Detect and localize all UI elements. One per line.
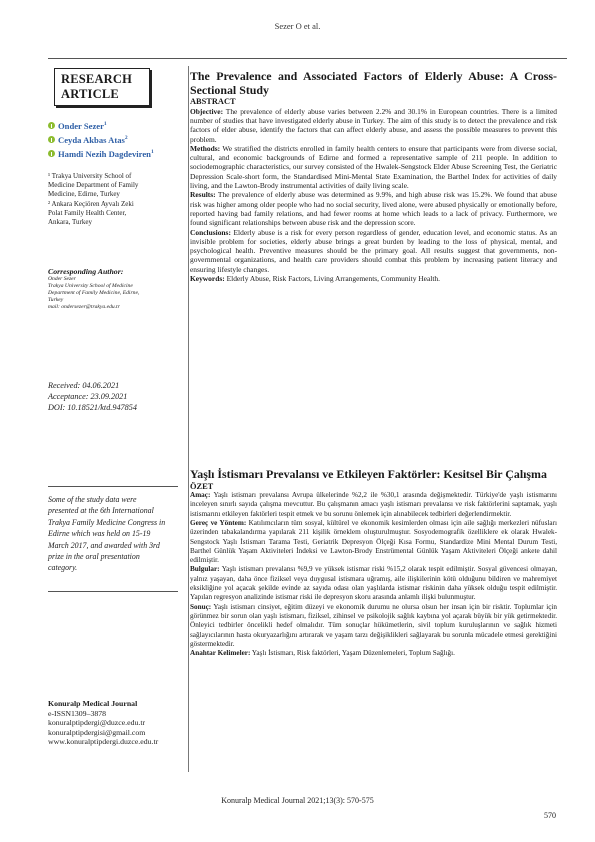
- abstract-keywords-tr: [190, 649, 557, 658]
- abstract-methods-tr: [190, 519, 557, 565]
- section-text: The prevalence of elderly abuse was determined as 9.9%, and high abuse risk was 15.2%. We found that abuse risk was higher among older people who had no social security, lived alone, were abused physically or emotionally before, reported having bad family relations, and had fewer rooms at home which leads to a lack of privacy. Furthermore, we found significant relationships between abuse risk and the depression score.: [190, 190, 557, 228]
- received-date: Received: 04.06.2021: [48, 381, 120, 390]
- section-label: Sonuç:: [190, 602, 212, 611]
- journal-issn: e-ISSN1309–3878: [48, 708, 107, 718]
- section-text: The prevalence of elderly abuse varies between 2.2% and 30.1% in European countries. There is a limited number of studies that have investigated elderly abuse in Turkey. The aim of this study is to detect the prevalence and risk factors of elder abuse, identify the factors that can affect elderly abuse, and assess the possible measures to prevent this problem.: [190, 106, 557, 144]
- article-type-badge: [54, 68, 150, 106]
- article-dates: [48, 381, 178, 413]
- abstract-conclusions: [190, 228, 557, 274]
- sidebar: [48, 68, 178, 160]
- corresponding-author: [48, 267, 173, 311]
- section-label: Anahtar Kelimeler:: [190, 649, 251, 658]
- corresponding-line: Turkey: [48, 297, 64, 303]
- author[interactable]: [48, 132, 178, 146]
- corresponding-email[interactable]: mail: ondersezer@trakya.edu.tr: [48, 304, 120, 310]
- author-name: Hamdi Nezih Dagdeviren: [58, 148, 151, 159]
- abstract-results: [190, 190, 557, 227]
- doi[interactable]: DOI: 10.18521/ktd.947854: [48, 402, 137, 412]
- header-rule: [48, 58, 567, 59]
- journal-website[interactable]: www.konuralptipdergi.duzce.edu.tr: [48, 737, 159, 746]
- section-label: Keywords:: [190, 274, 225, 284]
- journal-name: Konuralp Medical Journal: [48, 699, 138, 708]
- affiliations: [48, 172, 140, 227]
- corresponding-line: Department of Family Medicine, Edirne,: [48, 290, 140, 296]
- section-label: Amaç:: [190, 491, 211, 500]
- column-divider: [188, 66, 189, 772]
- orcid-icon[interactable]: [48, 150, 55, 157]
- journal-email[interactable]: konuralptipdergi@duzce.edu.tr: [48, 718, 146, 727]
- section-label: Conclusions:: [190, 227, 231, 237]
- abstract-heading-tr: ÖZET: [190, 481, 214, 491]
- abstract-objective-tr: [190, 491, 557, 519]
- section-text: Elderly Abuse, Risk Factors, Living Arrangements, Community Health.: [226, 274, 440, 284]
- section-text: Yaşlı İstismarı, Risk faktörleri, Yaşam Düzenlemeleri, Toplum Sağlığı.: [251, 649, 455, 658]
- author-affil-mark: 1: [103, 121, 107, 127]
- section-text: Katılımcıların tüm sosyal, kültürel ve ekonomik kesimlerden olması için aile sağlığı merkezleri nüfusları üzerinden tabakalandırma yapılarak 211 kişilik örneklem oluşturulmuştur. Sosyodemografik özelliklere ek olarak Hwalek-Sengstock Yaşlı İstismarı Tarama Testi, Geriatrik Depresyon Ölçeği Kısa Formu, Standardize Mini Mental Durum Testi, Barthel Günlük Yaşam Aktiviteleri İndeksi ve Lawton-Brody Enstrümental Günlük Yaşam Aktiviteleri Ölçeği ankete dahil edilmiştir.: [190, 518, 558, 565]
- section-label: Bulgular:: [190, 565, 220, 574]
- affiliation: ¹ Trakya University School of Medicine Department of Family Medicine, Edirne, Turkey: [48, 172, 139, 199]
- author-name: Onder Sezer: [58, 120, 104, 131]
- accepted-date: Acceptance: 23.09.2021: [48, 391, 128, 401]
- turkish-section: [190, 468, 557, 658]
- badge-line-1: RESEARCH: [61, 72, 133, 86]
- abstract-heading: ABSTRACT: [190, 97, 236, 107]
- running-head: Sezer O et al.: [274, 21, 321, 31]
- author-name: Ceyda Akbas Atas: [58, 134, 125, 145]
- abstract-methods: [190, 144, 557, 190]
- sidebar-divider: [48, 486, 178, 487]
- corresponding-heading: Corresponding Author:: [48, 267, 124, 276]
- sidebar-divider: [48, 591, 178, 592]
- abstract-keywords: [190, 274, 557, 283]
- section-label: Gereç ve Yöntem:: [190, 518, 247, 527]
- abstract-conclusions-tr: [190, 603, 557, 649]
- corresponding-line: Trakya University School of Medicine: [48, 283, 133, 289]
- author-affil-mark: 2: [124, 134, 128, 141]
- abstract-results-tr: [190, 565, 557, 602]
- author-affil-mark: 1: [150, 148, 154, 155]
- section-text: Yaşlı istismarı prevalansı %9,9 ve yüksek istismar riski %15,2 olarak tespit edilmiştir. Sosyal güvencesi olmayan, yalnız yaşayan, daha önce fiziksel veya duygusal istismara uğramış, aile ilişkilerinin kötü olduğunu bildiren ve mahremiyet eksikliğine yol açacak şekilde evinde az sayıda odası olan yaşlılarda istismar riskinin daha yüksek olduğu tespit edilmiştir. Yapılan regresyon analizinde istismar riski ile depresyon skoru arasında anlamlı ilişki bulunmuştur.: [190, 565, 557, 602]
- orcid-icon[interactable]: [48, 136, 55, 143]
- section-text: Elderly abuse is a risk for every person regardless of gender, education level, and economic status. As an invisible problem for societies, elderly abuse brings a great burden by leading to the loss of physical, mental, and psychological health. Preventive measures should be the primary goal. All results suggest that governments, non-governmental organizations, and health care providers should combat this problem by increasing patient literacy and ensuring lifestyle changes.: [190, 227, 557, 274]
- section-label: Results:: [190, 190, 216, 200]
- section-label: Objective:: [190, 106, 224, 116]
- article-title-tr: Yaşlı İstismarı Prevalansı ve Etkileyen Faktörler: Kesitsel Bir Çalışma: [190, 467, 547, 481]
- journal-info: [48, 699, 178, 747]
- presentation-note: Some of the study data were presented at the 6th International Trakya Family Medicine Congress in Edirne which was held on 15-19 March 2017, and awarded with 3rd prize in the oral presentation category.: [48, 495, 166, 573]
- section-label: Methods:: [190, 143, 221, 153]
- author[interactable]: [48, 118, 178, 132]
- article-title: The Prevalence and Associated Factors of Elderly Abuse: A Cross-Sectional Study: [190, 69, 557, 97]
- orcid-icon[interactable]: [48, 122, 55, 129]
- author[interactable]: [48, 146, 178, 160]
- english-section: [190, 70, 557, 283]
- journal-email[interactable]: konuralptipdergisi@gmail.com: [48, 727, 146, 737]
- badge-line-2: ARTICLE: [61, 87, 119, 101]
- corresponding-line: Onder Sezer: [48, 276, 76, 282]
- section-text: Yaşlı istismarı cinsiyet, eğitim düzeyi ve ekonomik durumu ne olursa olsun her insan için bir risktir. Toplumlar için görünmez bir sorun olan yaşlı istismarı, fiziksel, zihinsel ve psikolojik sağlık kaybına yol açarak büyük bir yük getirmektedir. Önleyici tedbirler öncelikli hedef olmalıdır. Tüm sonuçlar hükümetlerin, sivil toplum kuruluşlarının ve sağlık hizmeti sağlayıcılarının hasta okuryazarlığını artırarak ve yaşam tarzı değişiklikleri sağlayarak bu sorunla mücadele etmesi gerektiğini göstermektedir.: [190, 602, 557, 648]
- section-text: We stratified the districts enrolled in family health centers to ensure that participants were from diverse social, cultural, and economic backgrounds of Edirne and formed a representative sample of 211 people. In addition to sociodemographic characteristics, our survey consisted of the Hwalek-Sengstock Elder Abuse Screening Test, the Geriatric Depression Scale-short form, the Standardised Mini-Mental State Examination, the Barthel Index for activities of daily living, and the Lawton-Brody instrumental activities of daily living scale.: [190, 143, 558, 191]
- abstract-objective: [190, 107, 557, 144]
- section-text: Yaşlı istismarı prevalansı Avrupa ülkelerinde %2,2 ile %30,1 arasında değişmektedir. Türkiye'de yaşlı istismarını inceleyen sınırlı sayıda çalışma mevcuttur. Bu çalışmanın amacı yaşlı istismarı prevalansı ve risk faktörlerini saptamak, yaşlı istismarını etkileyen faktörleri tespit etmek ve bu sorunu önlemek için alınabilecek tedbirleri değerlendirmektir.: [190, 491, 557, 518]
- journal-footer: Konuralp Medical Journal 2021;13(3): 570-575: [221, 796, 374, 805]
- author-list: [48, 118, 178, 160]
- page-number: 570: [544, 811, 556, 820]
- affiliation: ² Ankara Keçiören Ayvalı Zeki Polat Family Health Center, Ankara, Turkey: [48, 199, 134, 227]
